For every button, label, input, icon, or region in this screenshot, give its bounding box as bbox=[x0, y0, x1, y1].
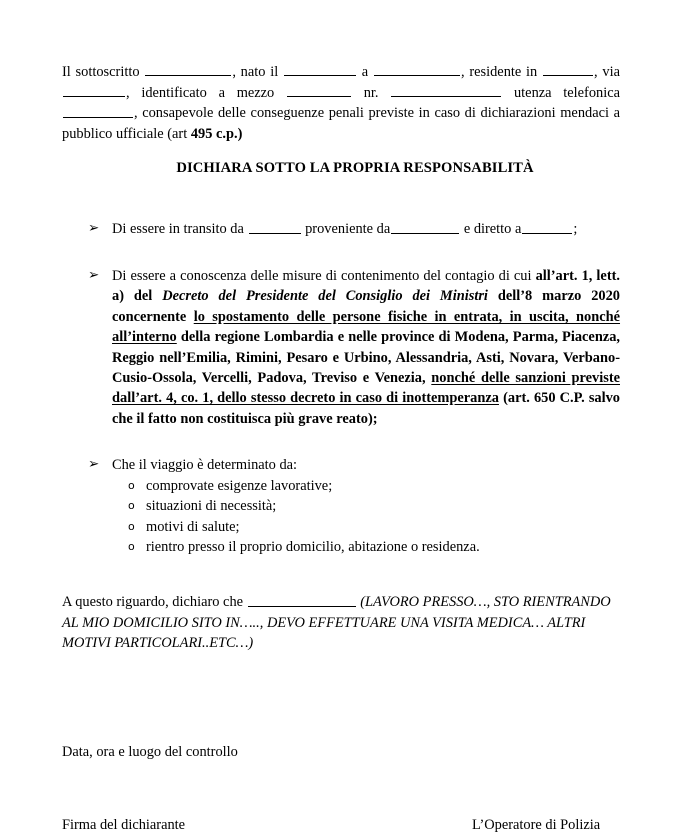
item2-text-spostamento: lo spostamento delle persone fisiche in entrata, in uscita, nonché all’interno bbox=[112, 308, 621, 346]
item1-text-3: e diretto a bbox=[463, 221, 522, 238]
blank-field-residenza[interactable] bbox=[543, 62, 593, 76]
circle-bullet-icon: o bbox=[128, 540, 135, 554]
item2-text-sanzioni: nonché delle sanzioni previste dall’art. 4, co. 1, dello stesso decreto in caso di inottemperanza bbox=[112, 370, 620, 407]
closing-paragraph bbox=[62, 592, 620, 653]
declaration-item-transito bbox=[62, 219, 620, 240]
item2-text-chiusura: (art. 650 C.P. salvo che il fatto non costituisca più grave reato); bbox=[112, 390, 620, 427]
spacer bbox=[62, 203, 620, 219]
intro-text-6: , identificato a mezzo bbox=[126, 84, 275, 101]
circle-bullet-icon: o bbox=[128, 519, 135, 533]
declaration-item-misure-contenimento bbox=[62, 266, 620, 429]
item3-label: Che il viaggio è determinato da: bbox=[112, 457, 298, 474]
document-content bbox=[62, 62, 620, 835]
blank-field-luogo-nascita[interactable] bbox=[374, 62, 460, 76]
blank-field-diretto-a[interactable] bbox=[522, 219, 572, 233]
intro-text-8: utenza telefonica bbox=[513, 84, 620, 101]
spacer bbox=[62, 240, 620, 266]
arrow-bullet-icon: ➢ bbox=[88, 221, 100, 237]
intro-paragraph bbox=[62, 62, 620, 144]
item1-text-2: proveniente da bbox=[305, 221, 391, 238]
circle-bullet-icon: o bbox=[128, 499, 135, 513]
spacer bbox=[62, 694, 620, 720]
item1-text-1: Di essere in transito da bbox=[112, 221, 244, 238]
list-item bbox=[62, 537, 620, 558]
blank-field-telefono[interactable] bbox=[63, 103, 133, 117]
signature-declarant-label: Firma del dichiarante bbox=[62, 816, 186, 833]
blank-field-nome[interactable] bbox=[145, 62, 231, 76]
list-item-label: motivi di salute; bbox=[146, 518, 240, 535]
intro-text-7: nr. bbox=[363, 84, 379, 101]
item2-text-data: dell’8 marzo 2020 concernente bbox=[112, 288, 620, 325]
item2-text-intro: Di essere a conoscenza delle misure di contenimento del contagio di cui bbox=[112, 267, 536, 284]
blank-field-proveniente-da[interactable] bbox=[391, 219, 459, 233]
spacer bbox=[62, 558, 620, 578]
spacer bbox=[62, 429, 620, 455]
list-item bbox=[62, 517, 620, 538]
item2-text-province: della regione Lombardia e nelle province di Modena, Parma, Piacenza, Reggio nell’Emilia, Rimini, Pesaro e Urbino, Alessandria, Asti, Novara, Verbano-Cusio-Ossola, Vercelli, Padova, Treviso e Venezia, bbox=[112, 329, 620, 386]
signature-officer-label: L’Operatore di Polizia bbox=[472, 816, 601, 833]
blank-field-documento[interactable] bbox=[287, 83, 351, 97]
spacer bbox=[62, 177, 620, 203]
intro-text-2: , nato il bbox=[232, 64, 279, 81]
blank-field-motivo[interactable] bbox=[248, 592, 356, 606]
spacer bbox=[62, 763, 620, 789]
spacer bbox=[62, 720, 620, 742]
control-datetime-label: Data, ora e luogo del controllo bbox=[62, 744, 238, 761]
list-item bbox=[62, 496, 620, 517]
item1-text-4: ; bbox=[573, 221, 578, 238]
spacer bbox=[62, 144, 620, 160]
intro-text-10: 495 c.p.) bbox=[190, 125, 243, 142]
intro-text-1: Il sottoscritto bbox=[62, 64, 140, 81]
signature-row bbox=[62, 815, 620, 835]
circle-bullet-icon: o bbox=[128, 478, 135, 492]
list-item-label: comprovate esigenze lavorative; bbox=[146, 477, 333, 494]
spacer bbox=[62, 789, 620, 815]
blank-field-data-nascita[interactable] bbox=[284, 62, 356, 76]
declaration-item-viaggio bbox=[62, 455, 620, 475]
closing-text-1: A questo riguardo, dichiaro che bbox=[62, 594, 244, 611]
item2-text-decreto: Decreto del Presidente del Consiglio dei Ministri bbox=[162, 288, 488, 305]
page-title: DICHIARA SOTTO LA PROPRIA RESPONSABILITÀ bbox=[176, 160, 534, 177]
arrow-bullet-icon: ➢ bbox=[88, 457, 100, 473]
blank-field-via[interactable] bbox=[63, 83, 125, 97]
list-item bbox=[62, 476, 620, 497]
item2-text-articolo: all’art. 1, lett. a) del bbox=[112, 267, 621, 305]
list-item-label: rientro presso il proprio domicilio, abitazione o residenza. bbox=[146, 539, 480, 556]
blank-field-transito-da[interactable] bbox=[249, 219, 301, 233]
control-datetime-row bbox=[62, 742, 620, 762]
intro-text-5: , via bbox=[594, 64, 620, 81]
spacer bbox=[62, 668, 620, 694]
list-item-label: situazioni di necessità; bbox=[146, 498, 277, 515]
intro-text-3: a bbox=[361, 64, 369, 81]
intro-text-9: , consapevole delle conseguenze penali previste in caso di dichiarazioni mendaci a pubblico ufficiale (art bbox=[62, 105, 620, 142]
blank-field-numero-documento[interactable] bbox=[391, 83, 501, 97]
intro-text-4: , residente in bbox=[460, 64, 538, 81]
viaggio-motivi-list bbox=[62, 476, 620, 558]
arrow-bullet-icon: ➢ bbox=[88, 267, 100, 283]
closing-text-examples: (LAVORO PRESSO…, STO RIENTRANDO AL MIO DOMICILIO SITO IN….., DEVO EFFETTUARE UNA VISITA MEDICA… ALTRI MOTIVI PARTICOLARI..ETC…) bbox=[62, 594, 611, 652]
